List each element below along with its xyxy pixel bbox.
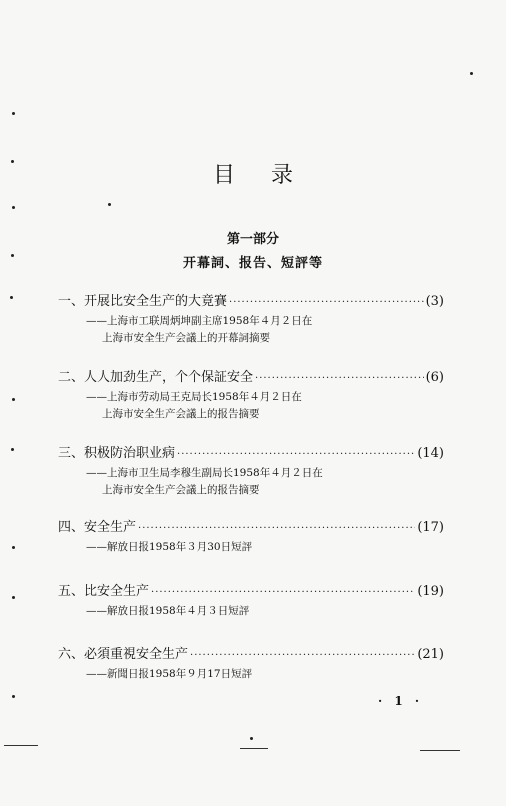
part-label: 第一部分 bbox=[226, 232, 279, 247]
scan-speck bbox=[12, 206, 15, 209]
source-line-2: 上海市安全生产会議上的报告摘要 bbox=[102, 484, 260, 496]
source-line-1: ——解放日报1958年４月３日短評 bbox=[86, 605, 250, 617]
toc-entry-line bbox=[58, 442, 444, 461]
source-line-1: ——上海市工联周炳坤副主席1958年４月２日在 bbox=[86, 315, 313, 327]
toc-entry-source bbox=[86, 603, 444, 620]
toc-entry-page: (6) bbox=[425, 370, 444, 385]
scan-mark bbox=[240, 748, 268, 749]
scan-speck bbox=[11, 448, 14, 451]
toc-heading: 目录 bbox=[212, 163, 329, 188]
dot-leader bbox=[177, 449, 415, 460]
toc-entry-title: 四、安全生产 bbox=[58, 520, 137, 535]
scan-speck bbox=[10, 296, 13, 299]
toc-entry-line bbox=[58, 643, 444, 662]
source-line-2: 上海市安全生产会議上的报告摘要 bbox=[102, 408, 260, 420]
toc-entry-2 bbox=[58, 366, 444, 423]
toc-entry-line bbox=[58, 516, 444, 535]
toc-entry-title: 一、开展比安全生产的大竟賽 bbox=[58, 294, 228, 309]
source-line-1: ——解放日报1958年３月30日短評 bbox=[86, 541, 253, 553]
toc-entry-source bbox=[86, 666, 444, 683]
scan-speck bbox=[12, 546, 15, 549]
toc-entry-5 bbox=[58, 580, 444, 620]
scan-speck bbox=[250, 737, 253, 740]
toc-entry-source bbox=[86, 465, 444, 499]
toc-entry-6 bbox=[58, 643, 444, 683]
toc-entry-4 bbox=[58, 516, 444, 556]
dot-leader bbox=[229, 297, 424, 308]
source-line-2: 上海市安全生产会議上的开幕詞摘要 bbox=[102, 332, 270, 344]
scan-mark bbox=[420, 750, 460, 751]
source-line-1: ——新聞日报1958年９月17日短評 bbox=[86, 668, 253, 680]
toc-entry-page: (19) bbox=[417, 584, 444, 599]
scan-speck bbox=[11, 160, 14, 163]
toc-entry-source bbox=[86, 313, 444, 347]
toc-entry-page: (14) bbox=[417, 446, 444, 461]
scan-speck bbox=[12, 596, 15, 599]
scan-speck bbox=[470, 72, 473, 75]
scan-mark bbox=[4, 745, 38, 746]
toc-entry-line bbox=[58, 366, 444, 385]
part-subtitle: 开幕詞、报告、短評等 bbox=[182, 256, 323, 271]
toc-entry-page: (3) bbox=[425, 294, 444, 309]
page-number: · 1 · bbox=[378, 694, 424, 708]
dot-leader bbox=[190, 650, 415, 661]
toc-entry-title: 五、比安全生产 bbox=[58, 584, 150, 599]
scan-speck bbox=[12, 112, 15, 115]
scan-speck bbox=[108, 203, 111, 206]
scan-speck bbox=[11, 254, 14, 257]
toc-entry-title: 三、积极防治职业病 bbox=[58, 446, 176, 461]
dot-leader bbox=[255, 373, 424, 384]
toc-entry-title: 二、人人加劲生产，个个保証安全 bbox=[58, 370, 254, 385]
toc-entry-title: 六、必須重視安全生产 bbox=[58, 647, 189, 662]
toc-entry-line bbox=[58, 580, 444, 599]
toc-entry-page: (21) bbox=[417, 647, 444, 662]
toc-entry-line bbox=[58, 290, 444, 309]
toc-entry-1 bbox=[58, 290, 444, 347]
toc-entry-source bbox=[86, 539, 444, 556]
dot-leader bbox=[151, 587, 415, 598]
toc-entry-source bbox=[86, 389, 444, 423]
scan-speck bbox=[12, 695, 15, 698]
scan-speck bbox=[12, 398, 15, 401]
toc-entry-3 bbox=[58, 442, 444, 499]
dot-leader bbox=[138, 523, 415, 534]
source-line-1: ——上海市卫生局李穆生副局长1958年４月２日在 bbox=[86, 467, 323, 479]
source-line-1: ——上海市劳动局王克局长1958年４月２日在 bbox=[86, 391, 302, 403]
toc-entry-page: (17) bbox=[417, 520, 444, 535]
